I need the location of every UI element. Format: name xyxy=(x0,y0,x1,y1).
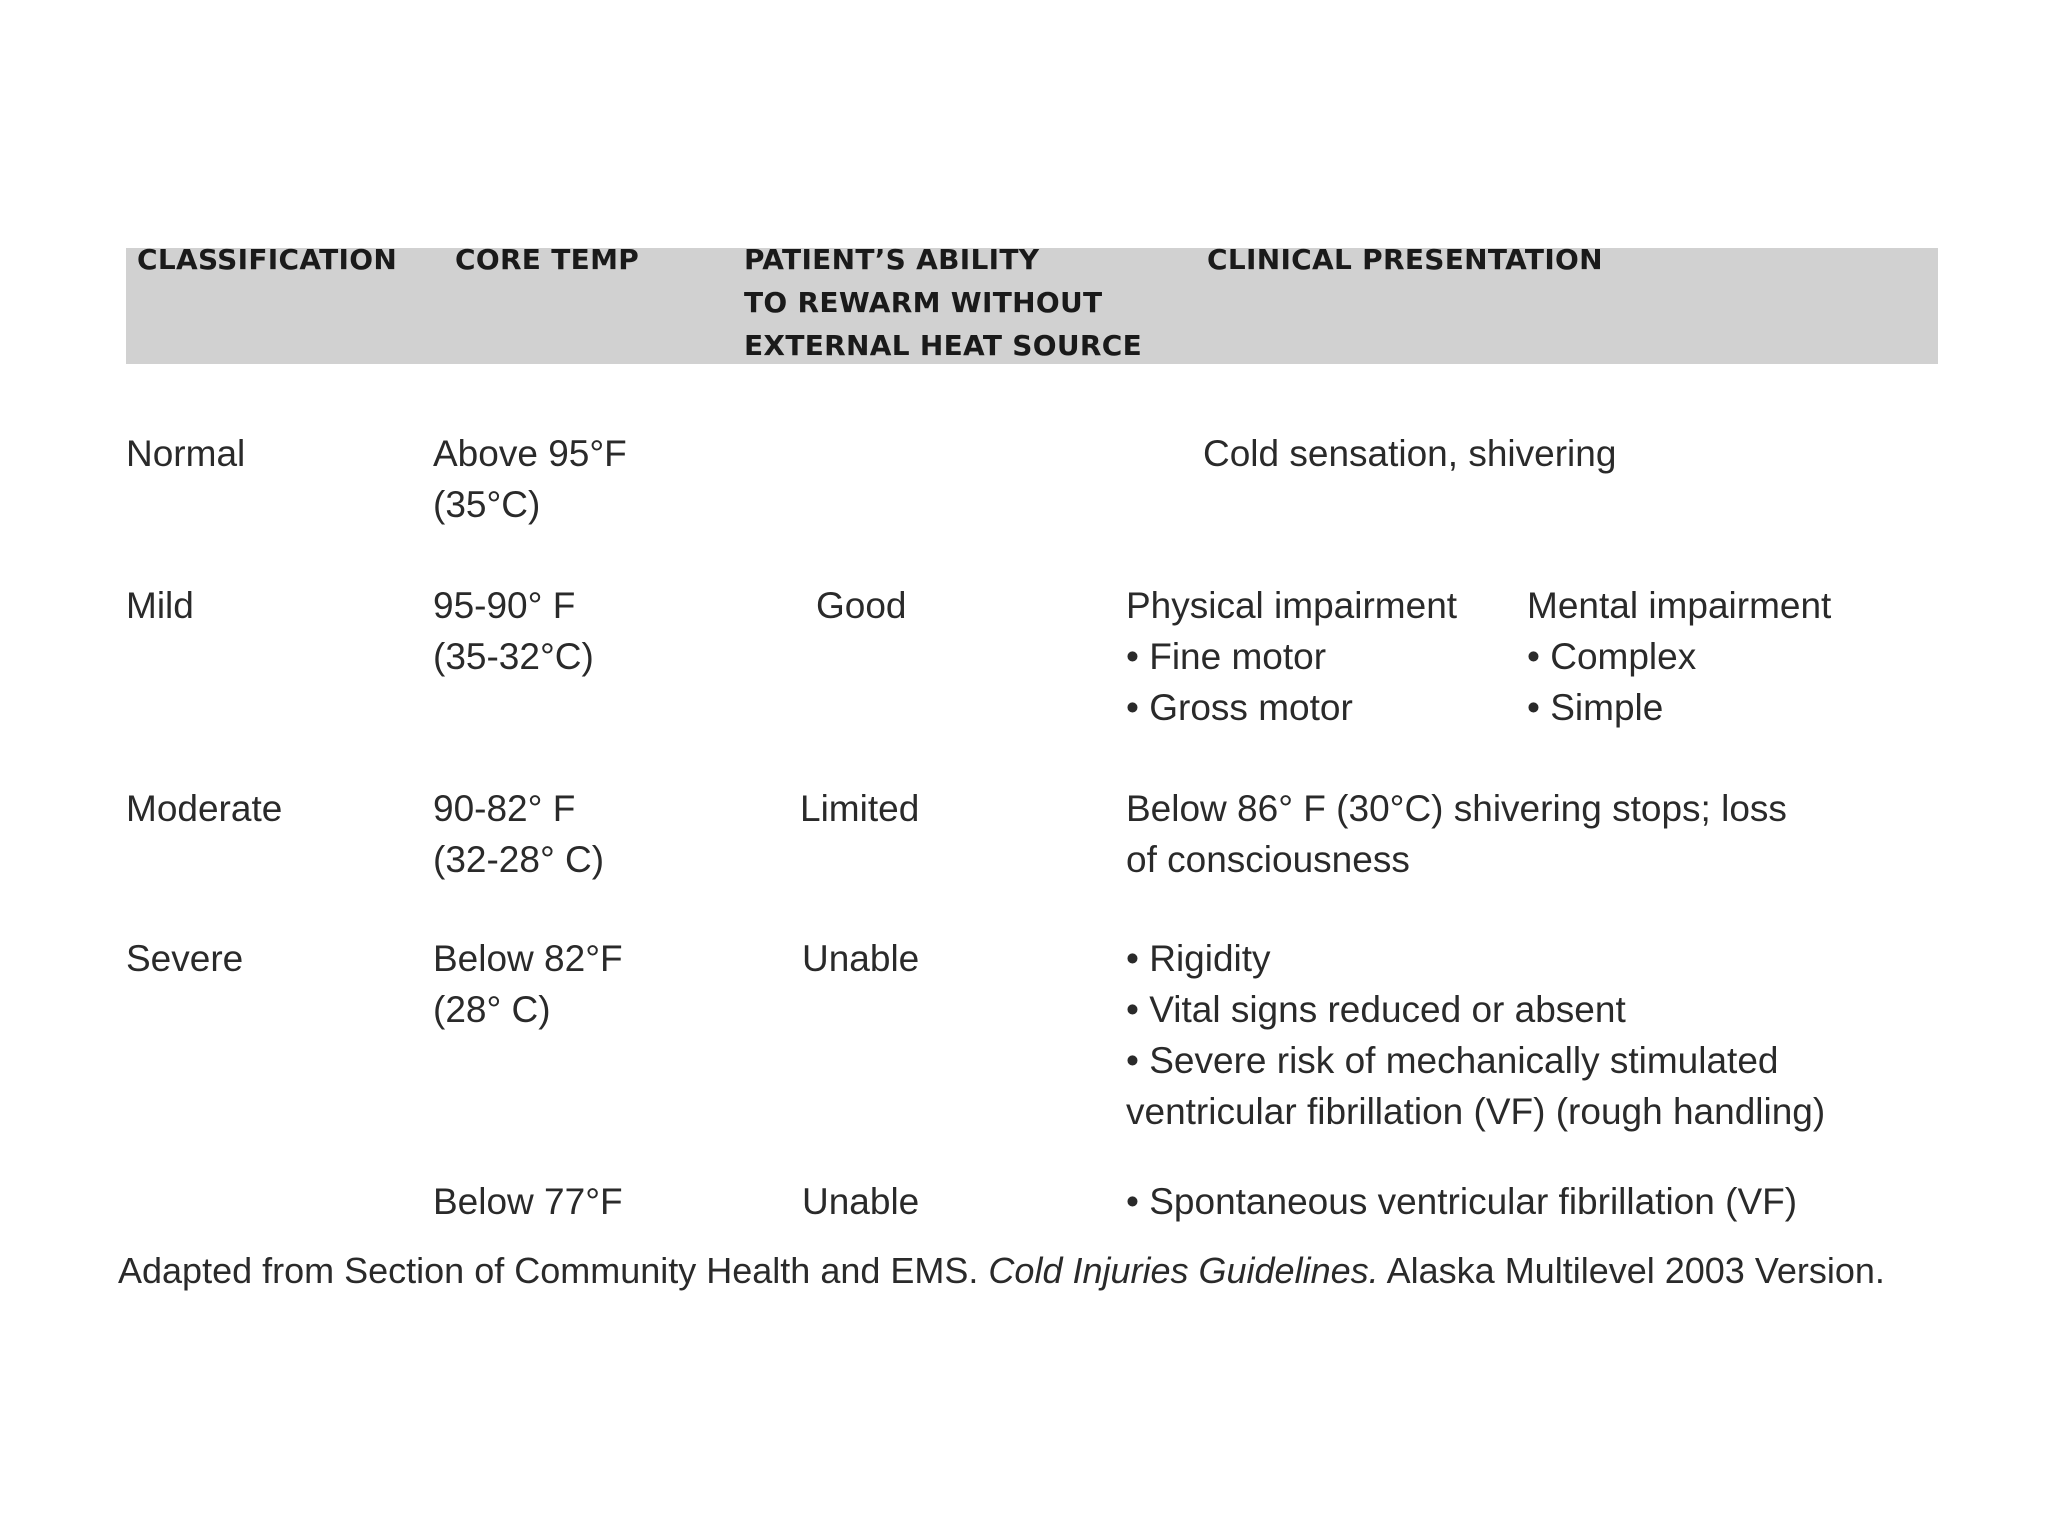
header-core-temp: CORE TEMP xyxy=(455,243,640,276)
row-severe-core-temp: Below 82°F (28° C) xyxy=(433,938,623,1030)
row-moderate-ability: Limited xyxy=(800,788,920,829)
row-mild-mental-impairment: Mental impairment • Complex • Simple xyxy=(1527,585,1832,728)
citation-suffix: Alaska Multilevel 2003 Version. xyxy=(1378,1250,1885,1291)
row-severe-classification: Severe xyxy=(126,938,244,979)
row-extreme-core-temp: Below 77°F xyxy=(433,1181,623,1222)
row-normal-classification: Normal xyxy=(126,433,246,474)
row-moderate-core-temp: 90-82° F (32-28° C) xyxy=(433,788,605,880)
row-mild-core-temp: 95-90° F (35-32°C) xyxy=(433,585,594,677)
row-normal-core-temp: Above 95°F (35°C) xyxy=(433,433,627,525)
row-mild-physical-impairment: Physical impairment • Fine motor • Gross motor xyxy=(1126,585,1458,728)
row-normal-clinical: Cold sensation, shivering xyxy=(1203,433,1617,474)
citation-title: Cold Injuries Guidelines. xyxy=(988,1250,1379,1291)
row-moderate-classification: Moderate xyxy=(126,788,283,829)
row-moderate-clinical: Below 86° F (30°C) shivering stops; loss of consciousness xyxy=(1126,788,1787,880)
row-mild-classification: Mild xyxy=(126,585,194,626)
header-rewarm-ability: PATIENT’S ABILITY TO REWARM WITHOUT EXTERNAL HEAT SOURCE xyxy=(744,243,1143,362)
row-extreme-clinical: • Spontaneous ventricular fibrillation (VF) xyxy=(1126,1181,1798,1222)
header-clinical-presentation: CLINICAL PRESENTATION xyxy=(1207,243,1603,276)
row-severe-clinical: • Rigidity • Vital signs reduced or absent • Severe risk of mechanically stimulated ventricular fibrillation (VF) (rough handling) xyxy=(1126,938,1826,1132)
source-citation xyxy=(118,1246,1885,1296)
row-severe-ability: Unable xyxy=(802,938,920,979)
row-mild-ability: Good xyxy=(816,585,907,626)
header-classification: CLASSIFICATION xyxy=(137,243,398,276)
citation-prefix: Adapted from Section of Community Health and EMS. xyxy=(118,1250,989,1291)
row-extreme-ability: Unable xyxy=(802,1181,920,1222)
